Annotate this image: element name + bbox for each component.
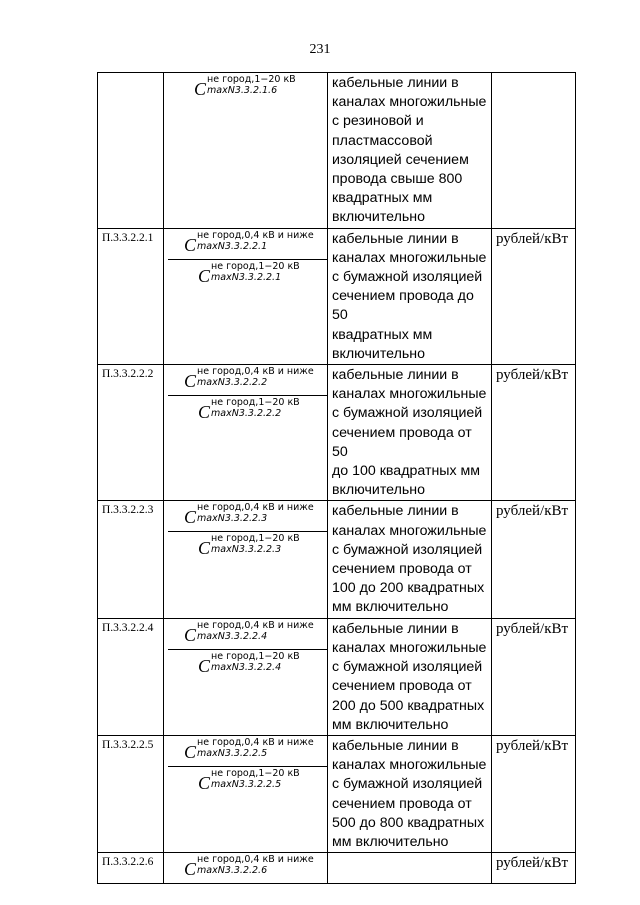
- formula-superscript: не город,0,4 кВ и ниже: [197, 736, 314, 748]
- item-code: П.3.3.2.2.3: [98, 501, 164, 618]
- description-line: до 100 квадратных мм: [332, 463, 481, 480]
- table-row: [98, 73, 576, 229]
- unit-cell: рублей/кВт: [492, 365, 576, 501]
- description-line: каналах многожильные: [332, 386, 487, 403]
- tariff-formula: [168, 395, 327, 426]
- description-line: с бумажной изоляцией: [332, 776, 483, 793]
- formula-superscript: не город,1−20 кВ: [211, 650, 300, 662]
- item-code: П.3.3.2.2.5: [98, 735, 164, 852]
- formula-cell: [164, 365, 328, 501]
- formula-superscript: не город,1−20 кВ: [211, 767, 300, 779]
- description-cell: [328, 853, 492, 884]
- formula-superscript: не город,0,4 кВ и ниже: [197, 229, 314, 241]
- formula-symbol: C: [184, 741, 197, 762]
- tariff-formula: [168, 531, 327, 562]
- formula-symbol: C: [198, 265, 211, 286]
- item-code: [98, 73, 164, 229]
- formula-symbol: C: [184, 624, 197, 645]
- formula-subscript: maxN3.3.2.2.3: [197, 513, 268, 525]
- description-cell: [328, 73, 492, 229]
- description-line: с бумажной изоляцией: [332, 541, 483, 558]
- formula-cell: [164, 501, 328, 618]
- tariff-formula: [164, 73, 327, 103]
- item-code: П.3.3.2.2.1: [98, 228, 164, 364]
- tariff-formula: [164, 853, 327, 883]
- formula-superscript: не город,0,4 кВ и ниже: [197, 854, 314, 866]
- formula-cell: [164, 735, 328, 852]
- formula-symbol: C: [198, 655, 211, 676]
- description-line: с бумажной изоляцией: [332, 405, 483, 422]
- unit-cell: [492, 73, 576, 229]
- table-row: [98, 853, 576, 884]
- description-cell: [328, 365, 492, 501]
- description-line: изоляцией сечением: [332, 151, 469, 168]
- description-line: каналах многожильные: [332, 94, 487, 111]
- formula-superscript: не город,1−20 кВ: [211, 260, 300, 272]
- unit-cell: рублей/кВт: [492, 735, 576, 852]
- unit-cell: рублей/кВт: [492, 228, 576, 364]
- formula-subscript: maxN3.3.2.2.2: [211, 408, 282, 420]
- description-line: с бумажной изоляцией: [332, 659, 483, 676]
- description-cell: [328, 228, 492, 364]
- description-cell: [328, 501, 492, 618]
- description-line: сечением провода от: [332, 795, 472, 812]
- item-code: П.3.3.2.2.6: [98, 853, 164, 884]
- formula-superscript: не город,0,4 кВ и ниже: [197, 366, 314, 378]
- tariff-formula: [168, 766, 327, 797]
- unit-cell: рублей/кВт: [492, 618, 576, 735]
- description-line: включительно: [332, 345, 425, 362]
- description-line: квадратных мм: [332, 326, 433, 343]
- formula-symbol: C: [198, 402, 211, 423]
- formula-symbol: C: [184, 859, 197, 880]
- description-line: мм включительно: [332, 599, 449, 616]
- formula-subscript: maxN3.3.2.2.4: [211, 661, 282, 673]
- formula-symbol: C: [184, 371, 197, 392]
- description-line: каналах многожильные: [332, 757, 487, 774]
- description-line: кабельные линии в: [332, 367, 459, 384]
- description-line: включительно: [332, 482, 425, 499]
- description-line: кабельные линии в: [332, 503, 459, 520]
- description-line: квадратных мм: [332, 190, 433, 207]
- description-line: провода свыше 800: [332, 171, 463, 188]
- formula-superscript: не город,1−20 кВ: [211, 533, 300, 545]
- unit-cell: рублей/кВт: [492, 501, 576, 618]
- tariff-formula: [168, 259, 327, 290]
- formula-subscript: maxN3.3.2.2.6: [197, 865, 268, 877]
- description-line: каналах многожильные: [332, 249, 487, 266]
- tariff-table: [97, 72, 576, 884]
- description-line: кабельные линии в: [332, 230, 459, 247]
- description-line: с бумажной изоляцией: [332, 269, 483, 286]
- formula-symbol: C: [194, 79, 207, 99]
- table-row: [98, 365, 576, 501]
- formula-cell: [164, 853, 328, 884]
- description-line: 200 до 500 квадратных: [332, 697, 485, 714]
- description-line: сечением провода до 50: [332, 288, 474, 324]
- item-code: П.3.3.2.2.4: [98, 618, 164, 735]
- table-row: [98, 735, 576, 852]
- description-line: сечением провода от: [332, 561, 472, 578]
- unit-cell: рублей/кВт: [492, 853, 576, 884]
- formula-symbol: C: [198, 772, 211, 793]
- formula-symbol: C: [198, 538, 211, 559]
- formula-cell: [164, 618, 328, 735]
- description-line: мм включительно: [332, 833, 449, 850]
- description-line: включительно: [332, 209, 425, 226]
- formula-superscript: не город,0,4 кВ и ниже: [197, 619, 314, 631]
- description-line: кабельные линии в: [332, 75, 459, 91]
- page-number: 231: [309, 42, 331, 57]
- formula-subscript: maxN3.3.2.2.1: [211, 271, 282, 283]
- formula-superscript: не город,1−20 кВ: [207, 74, 296, 85]
- description-line: сечением провода от: [332, 678, 472, 695]
- formula-subscript: maxN3.3.2.2.3: [211, 544, 282, 556]
- description-line: 500 до 800 квадратных: [332, 814, 485, 831]
- description-line: пластмассовой: [332, 132, 433, 149]
- tariff-formula: [164, 229, 327, 259]
- table-row: [98, 618, 576, 735]
- formula-subscript: maxN3.3.2.2.1: [197, 240, 268, 252]
- item-code: П.3.3.2.2.2: [98, 365, 164, 501]
- description-line: кабельные линии в: [332, 737, 459, 754]
- description-line: кабельные линии в: [332, 620, 459, 637]
- tariff-formula: [164, 619, 327, 649]
- formula-cell: [164, 228, 328, 364]
- formula-superscript: не город,0,4 кВ и ниже: [197, 502, 314, 514]
- description-line: каналах многожильные: [332, 522, 487, 539]
- formula-symbol: C: [184, 234, 197, 255]
- description-line: сечением провода от 50: [332, 424, 472, 460]
- table-row: [98, 228, 576, 364]
- description-cell: [328, 735, 492, 852]
- formula-symbol: C: [184, 507, 197, 528]
- tariff-formula: [164, 736, 327, 766]
- formula-cell: [164, 73, 328, 229]
- formula-subscript: maxN3.3.2.2.2: [197, 377, 268, 389]
- description-line: с резиновой и: [332, 113, 424, 130]
- tariff-formula: [168, 649, 327, 680]
- description-line: мм включительно: [332, 716, 449, 733]
- tariff-formula: [164, 365, 327, 395]
- formula-subscript: maxN3.3.2.1.6: [207, 85, 278, 96]
- formula-subscript: maxN3.3.2.2.5: [211, 778, 282, 790]
- formula-subscript: maxN3.3.2.2.5: [197, 747, 268, 759]
- description-cell: [328, 618, 492, 735]
- formula-superscript: не город,1−20 кВ: [211, 397, 300, 409]
- description-line: каналах многожильные: [332, 639, 487, 656]
- tariff-formula: [164, 501, 327, 531]
- description-line: 100 до 200 квадратных: [332, 580, 485, 597]
- formula-subscript: maxN3.3.2.2.4: [197, 630, 268, 642]
- table-row: [98, 501, 576, 618]
